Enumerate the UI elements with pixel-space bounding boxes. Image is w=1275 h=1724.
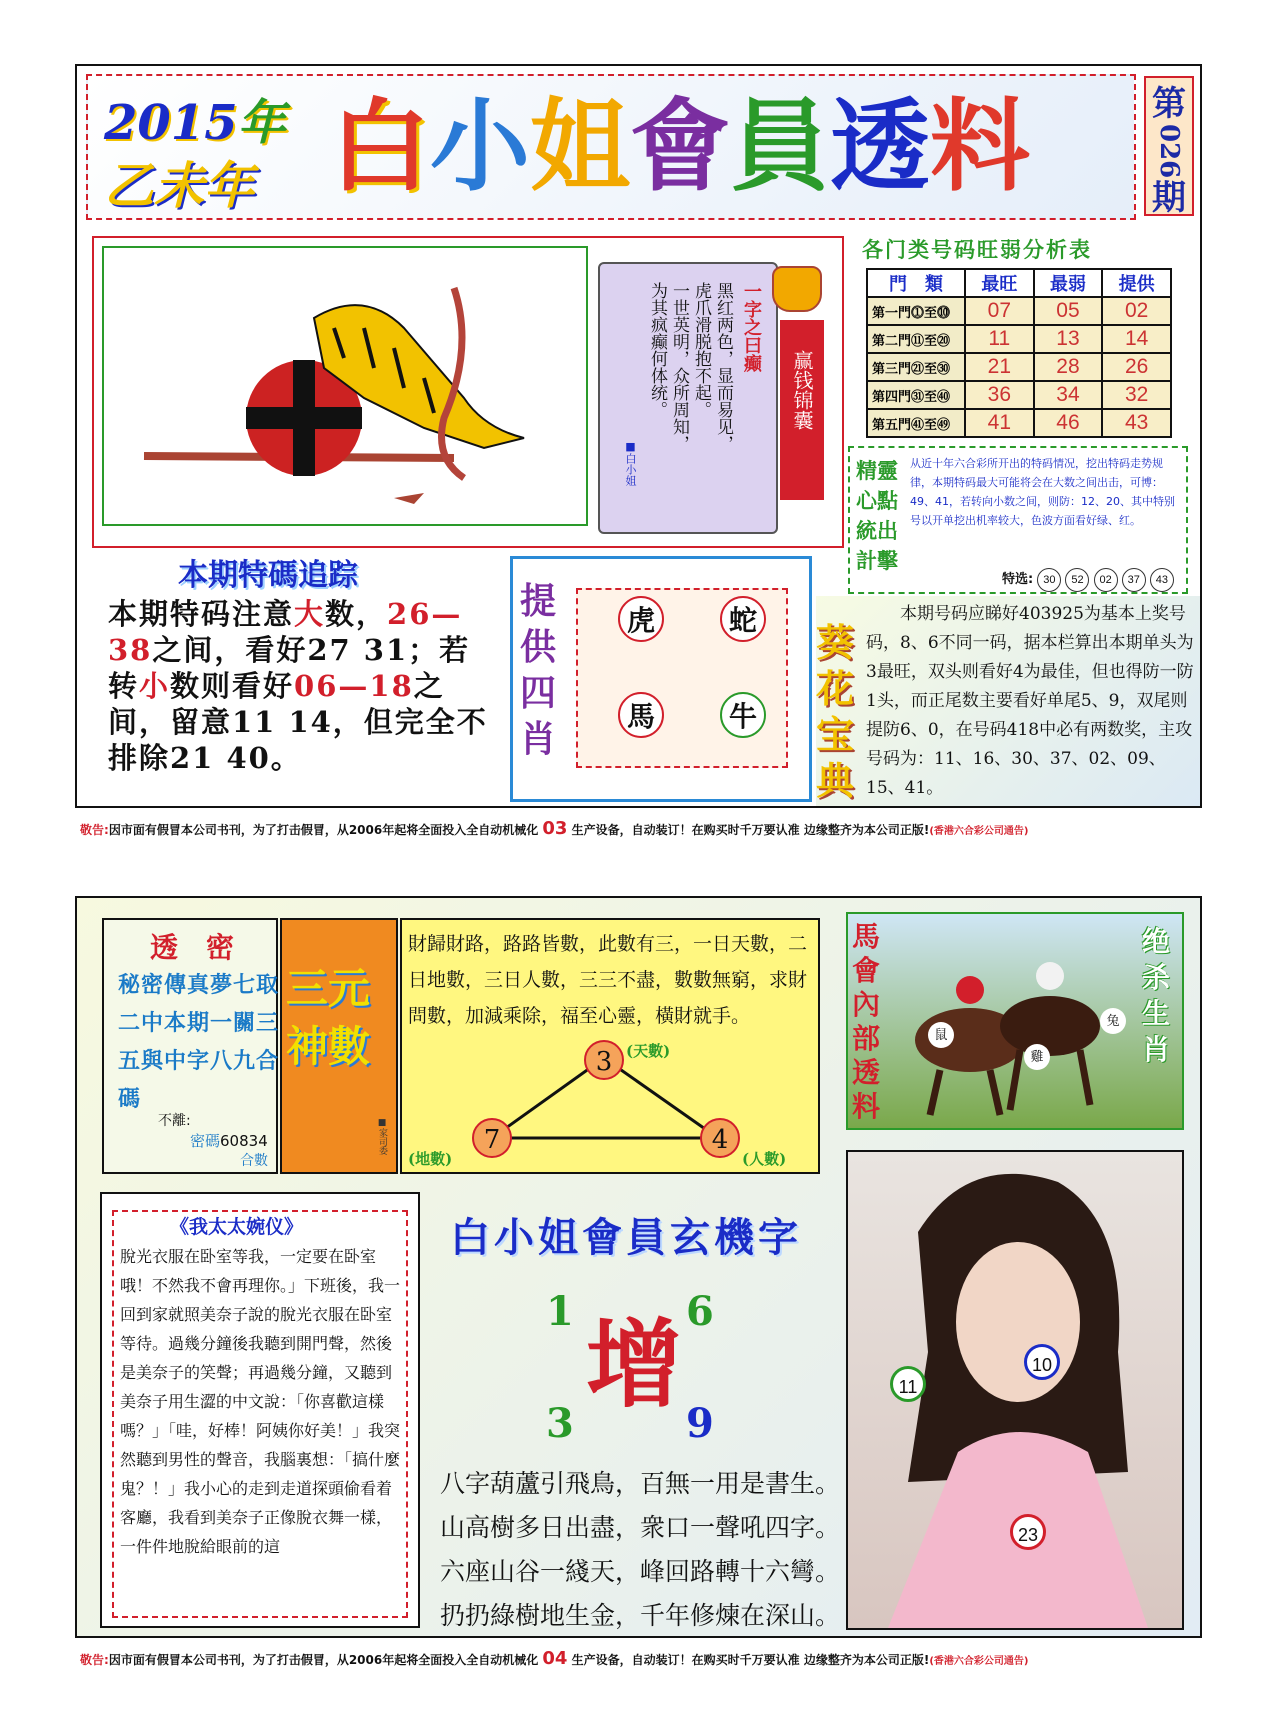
heaven-ball: 3 [584,1040,624,1080]
horse-tag-1: 鼠 [928,1022,954,1048]
tracking-part: 之间，留意11 14，但完全不排除21 40。 [108,669,488,775]
scroll-banner: 赢钱锦囊 [780,320,824,500]
warning-label: 敬告: [80,823,109,837]
warning-text: 因市面有假冒本公司书刊，为了打击假冒，从2006年起将全面投入全自动机械化 [108,1653,539,1667]
code-label: 密碼 [190,1132,221,1150]
mystic-poem-3: 六座山谷一綫天，峰回路轉十六彎。 [440,1557,841,1586]
title-char-2: 小 [430,87,530,205]
horse-tag-2: 雞 [1024,1044,1050,1070]
mystic-poem-4: 扔扔綠樹地生金，千年修煉在深山。 [440,1601,841,1630]
page-number: 04 [542,1648,568,1669]
issue-prefix: 第 [1152,84,1186,124]
sum-label: 合數 [240,1153,268,1169]
riddle-signature: ■白小姐 [624,440,637,486]
moneybag-icon [772,266,822,312]
table-row [867,409,1171,437]
human-ball: 4 [700,1118,740,1158]
mystic-title: 白小姐會員玄機字 [450,1214,802,1261]
sunflower-text: 本期号码应睇好403925为基本上奖号码，8、6不同一码，据本栏算出本期单头为3最旺，双头则看好4为最佳，但也得防一防1头，而正尾数主要看好单尾5、9，双尾则提防6、0，在号码418中必有两数奖，主攻号码为：11、16、30、37、02、09、15、41。 [866,604,1194,798]
tracking-range: 26—38 [108,597,463,667]
table-row [867,353,1171,381]
col-header-door: 門 類 [867,269,965,297]
story-text: 脫光衣服在卧室等我，一定要在卧室哦！不然我不會再理你。」下班後，我一回到家就照美奈子說的脫光衣服在卧室等待。過幾分鐘後我聽到開門聲，然後是美奈子的笑聲；再過幾分鐘，又聽到美奈子用生澀的中文說：「你喜歡這樣嗎？」「哇，好棒！阿姨你好美！」我突然聽到男性的聲音，我腦裏想：「搞什麼鬼？！」我小心的走到走道探頭偷看着客廳，我看到美奈子正像脫衣舞一樣，一件件地脫給眼前的這 [120,1247,401,1556]
stats-table-header [867,269,1171,297]
earth-label: (地數) [408,1150,453,1168]
secret-title: 透 密 [150,931,235,964]
year-text: 2015 [104,95,238,151]
zodiac-tiger: 虎 [618,596,664,642]
four-zodiac-label: 提供四肖 [520,580,557,760]
col-header-max: 最旺 [965,269,1034,297]
value-cell: 41 [965,409,1034,437]
tracking-highlight: 大 [294,597,326,631]
warning-credit: (香港六合彩公司通告) [929,1656,1029,1667]
value-cell: 14 [1102,325,1171,353]
tracking-part: 之间，看好27 31；若转 [108,633,471,703]
riddle-line-3: 一世英明，众所周知， [669,282,689,452]
riddle-heading: 一字之曰癫 [741,282,762,372]
tracking-part: 本期特码注意 [108,597,295,631]
page-title [330,86,1030,206]
code-value: 60834 [220,1132,268,1150]
title-char-4: 會 [630,87,730,205]
value-cell: 05 [1034,297,1103,325]
secret-line-3: 五與中字八九合 [118,1048,280,1074]
story-title: 《我太太婉仪》 [166,1212,307,1239]
sunflower-label: 葵花宝典 [816,620,855,803]
door-cell: 第五門㊶至㊾ [867,409,965,437]
mystic-center-char: 增 [586,1308,682,1421]
stats-table [866,268,1172,438]
riddle-line-1: 黑红两色，显而易见， [713,282,733,452]
col-header-provide: 提供 [1102,269,1171,297]
pick-ball: 37 [1122,568,1146,592]
analysis-side-label: 精靈心點統出計擊 [856,458,898,573]
tiger-illustration [104,248,586,524]
horse-label-left: 馬會內部透料 [852,920,881,1123]
mystic-corner-tl: 1 [546,1288,574,1335]
door-cell: 第四門㉛至㊵ [867,381,965,409]
value-cell: 21 [965,353,1034,381]
secret-line-2: 二中本期一關三 [118,1010,280,1036]
not-far-label: 不離: [158,1113,191,1129]
page-number: 03 [542,818,568,839]
secret-code [190,1130,268,1151]
value-cell: 07 [965,297,1034,325]
table-row [867,297,1171,325]
heaven-label: (天數) [626,1042,671,1060]
tracking-highlight: 小 [139,669,171,703]
value-cell: 43 [1102,409,1171,437]
value-cell: 28 [1034,353,1103,381]
human-label: (人數) [742,1150,787,1168]
secret-line-1: 秘密傳真夢七取 [118,972,280,998]
tracking-part: 数则看好 [170,669,295,703]
tracking-range: 06—18 [294,669,414,703]
value-cell: 26 [1102,353,1171,381]
warning-credit: (香港六合彩公司通告) [929,826,1029,837]
table-row [867,325,1171,353]
photo-ball-2: 10 [1024,1344,1060,1380]
picks-row [1002,568,1174,592]
title-char-1: 白 [330,87,430,205]
zodiac-ox: 牛 [720,692,766,738]
value-cell: 02 [1102,297,1171,325]
mystic-poem-2: 山高樹多日出盡，衆口一聲吼四字。 [440,1513,841,1542]
mystic-poem-1: 八字葫蘆引飛鳥，百無一用是書生。 [440,1469,841,1498]
photo-ball-3: 23 [1010,1514,1046,1550]
horse-tag-3: 兔 [1100,1008,1126,1034]
value-cell: 46 [1034,409,1103,437]
pick-ball: 02 [1094,568,1118,592]
warning-bottom [80,1648,1028,1669]
title-char-5: 員 [730,87,830,205]
issue-box [1144,76,1194,219]
year-suffix: 年 [237,95,286,151]
year-label [104,84,286,153]
zodiac-snake: 蛇 [720,596,766,642]
warning-text: 生产设备，自动装订！在购买时千万要认准 边缘整齐为本公司正版! [571,1653,930,1667]
issue-suffix: 期 [1152,178,1186,219]
tracking-title: 本期特碼追踪 [178,558,358,593]
tracking-text [108,596,500,776]
title-char-7: 料 [930,87,1030,205]
door-cell: 第三門㉑至㉚ [867,353,965,381]
sanyuan-label: 三元神數 [286,964,371,1071]
horse-label-right: 绝杀生肖 [1142,925,1171,1066]
mystic-corner-br: 9 [686,1400,714,1447]
door-cell: 第一門⓵至⓾ [867,297,965,325]
stats-table-title: 各门类号码旺弱分析表 [862,237,1092,262]
sanyuan-small: ■家司委 [377,1118,387,1155]
riddle-line-4: 为其疯癫何体统。 [647,282,667,418]
value-cell: 36 [965,381,1034,409]
earth-ball: 7 [472,1118,512,1158]
warning-top [80,818,1028,839]
secret-line-4: 碼 [118,1086,141,1112]
door-cell: 第二門⑪至⑳ [867,325,965,353]
riddle-line-2: 虎爪滑脱抱不起。 [691,282,711,418]
warning-text: 生产设备，自动装订！在购买时千万要认准 边缘整齐为本公司正版! [571,823,930,837]
issue-number: 026 [1154,124,1184,179]
photo-ball-1: 11 [890,1366,926,1402]
pick-ball: 30 [1037,568,1061,592]
table-row [867,381,1171,409]
zodiac-horse: 馬 [618,692,664,738]
sanyuan-poem: 財歸財路，路路皆數，此數有三，一日天數，二日地數，三日人數，三三不盡，數數無窮，求財問數，加減乘除，福至心靈，橫財就手。 [408,933,808,1027]
picks-label: 特选: [1002,572,1034,587]
pick-ball: 43 [1150,568,1174,592]
mystic-corner-bl: 3 [546,1400,574,1447]
title-char-3: 姐 [530,87,630,205]
title-char-6: 透 [830,87,930,205]
zodiac-year-label: 乙未年 [104,156,254,215]
value-cell: 32 [1102,381,1171,409]
tracking-part: 数， [325,597,388,631]
warning-label: 敬告: [80,1653,109,1667]
value-cell: 34 [1034,381,1103,409]
mystic-corner-tr: 6 [686,1288,714,1335]
pick-ball: 52 [1065,568,1089,592]
warning-text: 因市面有假冒本公司书刊，为了打击假冒，从2006年起将全面投入全自动机械化 [108,823,539,837]
col-header-min: 最弱 [1034,269,1103,297]
value-cell: 13 [1034,325,1103,353]
tiger-image [102,246,588,526]
analysis-text: 从近十年六合彩所开出的特码情况，挖出特码走势规律，本期特码最大可能将会在大数之间出击，可博：49、41，若转向小数之间，则防：12、20、其中特别号以开单挖出机率较大，色波方面看好绿、红。 [910,457,1175,527]
value-cell: 11 [965,325,1034,353]
